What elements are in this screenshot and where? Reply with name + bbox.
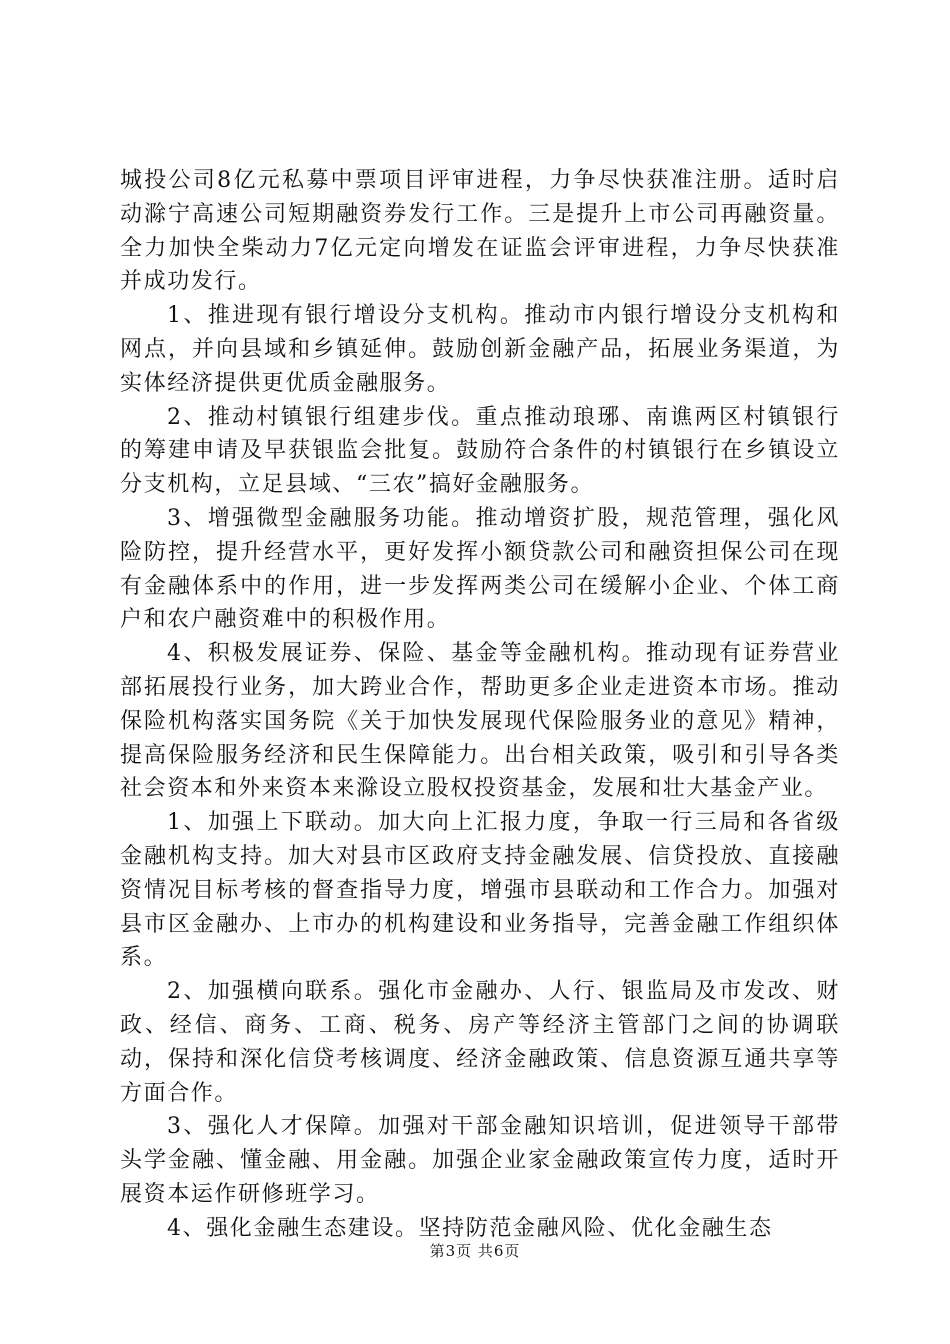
paragraph-bank-branches: 1、推进现有银行增设分支机构。推动市内银行增设分支机构和网点，并向县域和乡镇延伸。鼓励创新金融产品，拓展业务渠道，为实体经济提供更优质金融服务。 <box>120 303 840 396</box>
paragraph-financial-ecology: 4、强化金融生态建设。坚持防范金融风险、优化金融生态 <box>167 1215 773 1241</box>
document-body <box>120 164 840 1246</box>
paragraph-vertical-linkage: 1、加强上下联动。加大向上汇报力度，争取一行三局和各省级金融机构支持。加大对县市区政府支持金融发展、信贷投放、直接融资情况目标考核的督查指导力度，增强市县联动和工作合力。加强对县市区金融办、上市办的机构建设和业务指导，完善金融工作组织体系。 <box>120 810 840 971</box>
paragraph-village-banks: 2、推动村镇银行组建步伐。重点推动琅琊、南谯两区村镇银行的筹建申请及早获银监会批复。鼓励符合条件的村镇银行在乡镇设立分支机构，立足县域、“三农”搞好金融服务。 <box>120 404 840 498</box>
page-number-footer: 第3页 共6页 <box>429 1242 521 1260</box>
paragraph-horizontal-linkage: 2、加强横向联系。强化市金融办、人行、银监局及市发改、财政、经信、商务、工商、税务、房产等经济主管部门之间的协调联动，保持和深化信贷考核调度、经济金融政策、信息资源互通共享等方面合作。 <box>120 979 840 1106</box>
paragraph-securities-insurance: 4、积极发展证券、保险、基金等金融机构。推动现有证券营业部拓展投行业务，加大跨业合作，帮助更多企业走进资本市场。推动保险机构落实国务院《关于加快发展现代保险服务业的意见》精神，提高保险服务经济和民生保障能力。出台相关政策，吸引和引导各类社会资本和外来资本来滁设立股权投资基金，发展和壮大基金产业。 <box>120 641 840 802</box>
paragraph-micro-finance: 3、增强微型金融服务功能。推动增资扩股，规范管理，强化风险防控，提升经营水平，更好发挥小额贷款公司和融资担保公司在现有金融体系中的作用，进一步发挥两类公司在缓解小企业、个体工商户和农户融资难中的积极作用。 <box>120 505 840 633</box>
paragraph-continuation: 城投公司8亿元私募中票项目评审进程，力争尽快获准注册。适时启动滁宁高速公司短期融资券发行工作。三是提升上市公司再融资量。全力加快全柴动力7亿元定向增发在证监会评审进程，力争尽快获准并成功发行。 <box>120 168 840 295</box>
paragraph-talent-support: 3、强化人才保障。加强对干部金融知识培训，促进领导干部带头学金融、懂金融、用金融。加强企业家金融政策宣传力度，适时开展资本运作研修班学习。 <box>120 1114 840 1207</box>
